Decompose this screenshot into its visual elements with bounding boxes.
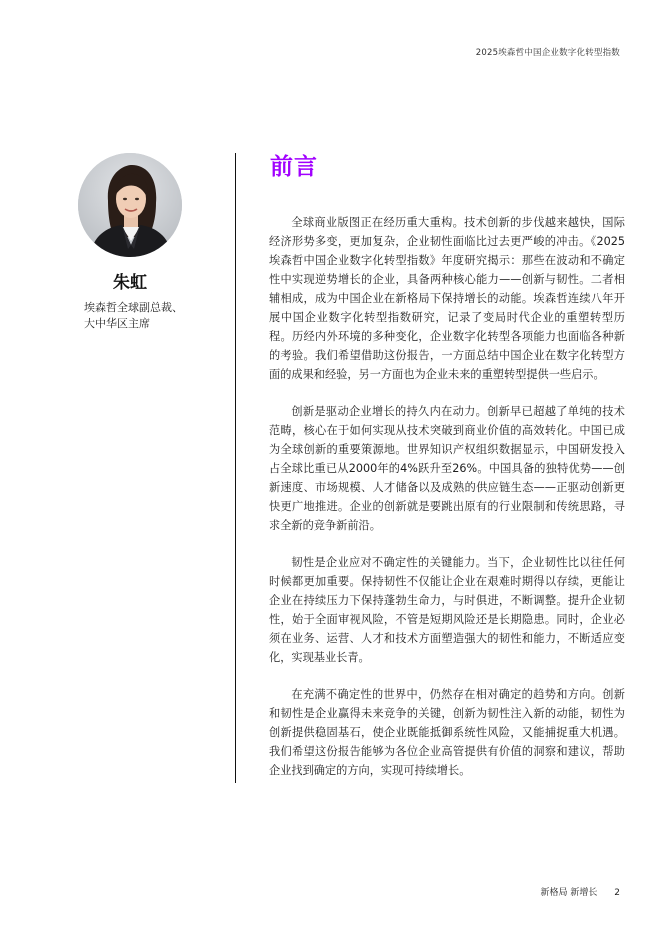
running-header: 2025埃森哲中国企业数字化转型指数 [475,48,620,58]
page-footer [541,885,620,898]
author-photo [78,153,182,257]
author-title-line: 大中华区主席 [84,317,150,330]
paragraph: 创新是驱动企业增长的持久内在动力。创新早已超越了单纯的技术范畴，核心在于如何实现从技术突破到商业价值的高效转化。中国已成为全球创新的重要策源地。世界知识产权组织数据显示，中国研发投入占全球比重已从2000年的4%跃升至26%。中国具备的独特优势——创新速度、市场规模、人才储备以及成熟的供应链生态——正驱动创新更快更广地推进。企业的创新就是要跳出原有的行业限制和传统思路，寻求全新的竞争新前沿。 [269,405,625,532]
page-number: 2 [614,888,620,898]
author-name: 朱虹 [113,273,147,293]
paragraph: 全球商业版图正在经历重大重构。技术创新的步伐越来越快，国际经济形势多变，更加复杂，企业韧性面临比过去更严峻的冲击。《2025埃森哲中国企业数字化转型指数》年度研究揭示：那些在波动和不确定性中实现逆势增长的企业，具备两种核心能力——创新与韧性。二者相辅相成，成为中国企业在新格局下保持增长的动能。埃森哲连续八年开展中国企业数字化转型指数研究，记录了变局时代企业的重塑转型历程。历经内外环境的多种变化，企业数字化转型各项能力也面临各种新的考验。我们希望借助这份报告，一方面总结中国企业在数字化转型方面的成果和经验，另一方面也为企业未来的重塑转型提供一些启示。 [269,216,625,381]
vertical-divider [235,153,236,783]
paragraph: 在充满不确定性的世界中，仍然存在相对确定的趋势和方向。创新和韧性是企业赢得未来竞争的关键，创新为韧性注入新的动能，韧性为创新提供稳固基石，使企业既能抵御系统性风险，又能捕捉重大机遇。我们希望这份报告能够为各位企业高管提供有价值的洞察和建议，帮助企业找到确定的方向，实现可持续增长。 [269,688,625,777]
author-title [84,300,224,332]
author-title-line: 埃森哲全球副总裁、 [84,301,183,314]
footer-label: 新格局 新增长 [540,888,598,898]
paragraph: 韧性是企业应对不确定性的关键能力。当下，企业韧性比以往任何时候都更加重要。保持韧性不仅能让企业在艰难时期得以存续，更能让企业在持续压力下保持蓬勃生命力，与时俱进，不断调整。提升企业韧性，始于全面审视风险，不管是短期风险还是长期隐患。同时，企业必须在业务、运营、人才和技术方面塑造强大的韧性和能力，不断适应变化，实现基业长青。 [269,556,625,664]
section-title: 前言 [270,154,318,180]
portrait-illustration [78,153,182,257]
body-text [269,213,625,798]
